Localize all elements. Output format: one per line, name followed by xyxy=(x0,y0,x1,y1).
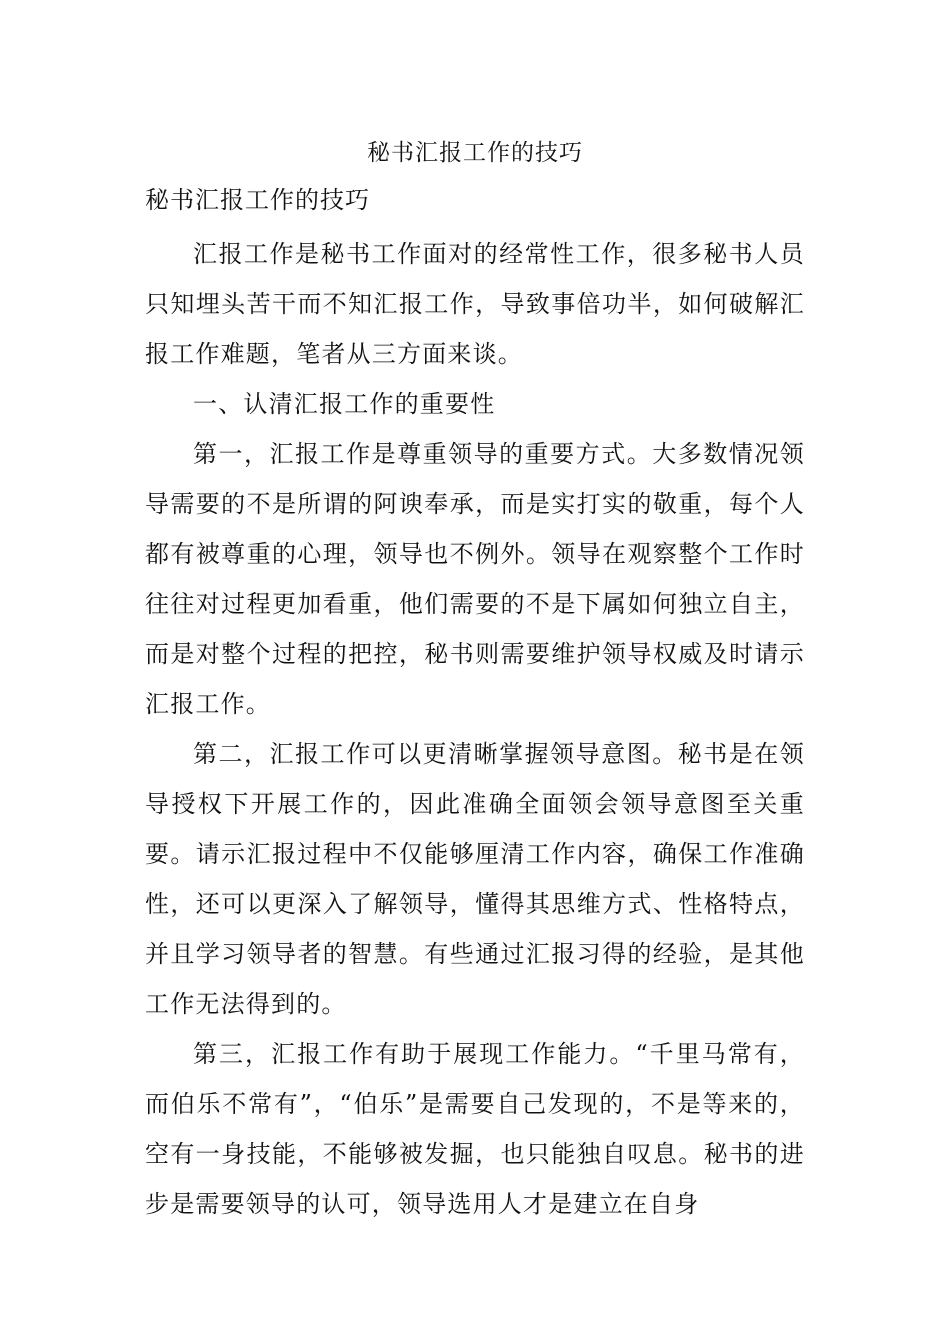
paragraph-intro: 汇报工作是秘书工作面对的经常性工作，很多秘书人员只知埋头苦干而不知汇报工作，导致事倍功半，如何破解汇报工作难题，笔者从三方面来谈。 xyxy=(145,240,805,368)
paragraph-third-point: 第三，汇报工作有助于展现工作能力。“千里马常有，而伯乐不常有”，“伯乐”是需要自己发现的，不是等来的，空有一身技能，不能够被发掘，也只能独自叹息。秘书的进步是需要领导的认可，领导选用人才是建立在自身 xyxy=(145,1040,805,1218)
document-subtitle: 秘书汇报工作的技巧 xyxy=(145,186,370,214)
document-title: 秘书汇报工作的技巧 xyxy=(367,140,583,166)
section-heading: 一、认清汇报工作的重要性 xyxy=(193,390,496,418)
paragraph-first-point: 第一，汇报工作是尊重领导的重要方式。大多数情况领导需要的不是所谓的阿谀奉承，而是实打实的敬重，每个人都有被尊重的心理，领导也不例外。领导在观察整个工作时往往对过程更加看重，他们需要的不是下属如何独立自主，而是对整个过程的把控，秘书则需要维护领导权威及时请示汇报工作。 xyxy=(145,440,805,718)
document-body xyxy=(145,229,805,1229)
paragraph-second-point: 第二，汇报工作可以更清晰掌握领导意图。秘书是在领导授权下开展工作的，因此准确全面领会领导意图至关重要。请示汇报过程中不仅能够厘清工作内容，确保工作准确性，还可以更深入了解领导，懂得其思维方式、性格特点，并且学习领导者的智慧。有些通过汇报习得的经验，是其他工作无法得到的。 xyxy=(145,740,805,1018)
